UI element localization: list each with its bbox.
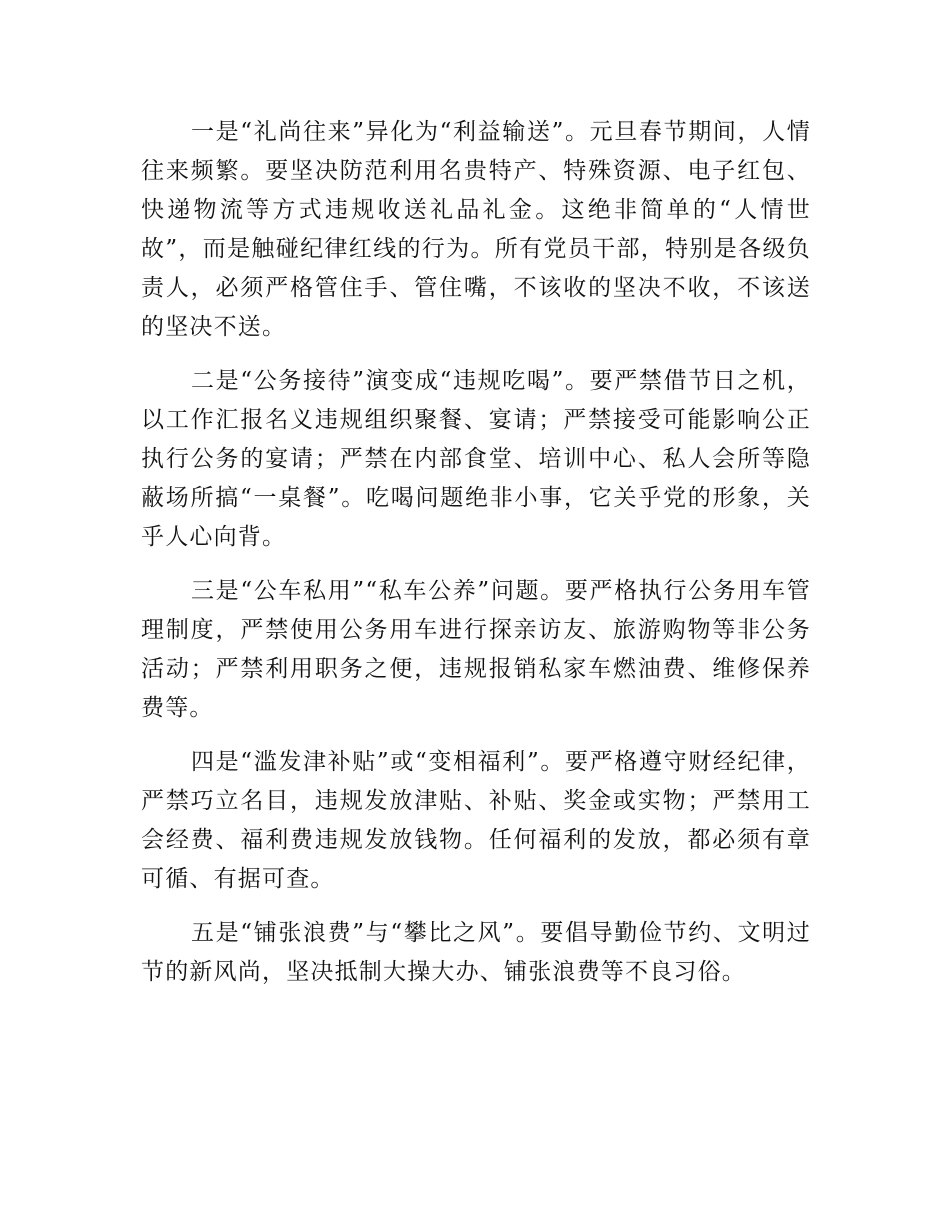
paragraph-extravagance: 五是“铺张浪费”与“攀比之风”。要倡导勤俭节约、文明过节的新风尚，坚决抵制大操大办、铺张浪费等不良习俗。	[141, 920, 811, 985]
paragraph-official-vehicles: 三是“公车私用”“私车公养”问题。要严格执行公务用车管理制度，严禁使用公务用车进行探亲访友、旅游购物等非公务活动；严禁利用职务之便，违规报销私家车燃油费、维修保养费等。	[141, 578, 811, 721]
paragraph-subsidies: 四是“滥发津补贴”或“变相福利”。要严格遵守财经纪律，严禁巧立名目，违规发放津贴、补贴、奖金或实物；严禁用工会经费、福利费违规发放钱物。任何福利的发放，都必须有章可循、有据可查。	[141, 749, 811, 892]
document-body	[141, 113, 811, 1007]
paragraph-official-reception: 二是“公务接待”演变成“违规吃喝”。要严禁借节日之机，以工作汇报名义违规组织聚餐、宴请；严禁接受可能影响公正执行公务的宴请；严禁在内部食堂、培训中心、私人会所等隐蔽场所搞“一桌餐”。吃喝问题绝非小事，它关乎党的形象，关乎人心向背。	[141, 368, 811, 550]
paragraph-gift-exchange: 一是“礼尚往来”异化为“利益输送”。元旦春节期间，人情往来频繁。要坚决防范利用名贵特产、特殊资源、电子红包、快递物流等方式违规收送礼品礼金。这绝非简单的“人情世故”，而是触碰纪律红线的行为。所有党员干部，特别是各级负责人，必须严格管住手、管住嘴，不该收的坚决不收，不该送的坚决不送。	[141, 119, 811, 340]
